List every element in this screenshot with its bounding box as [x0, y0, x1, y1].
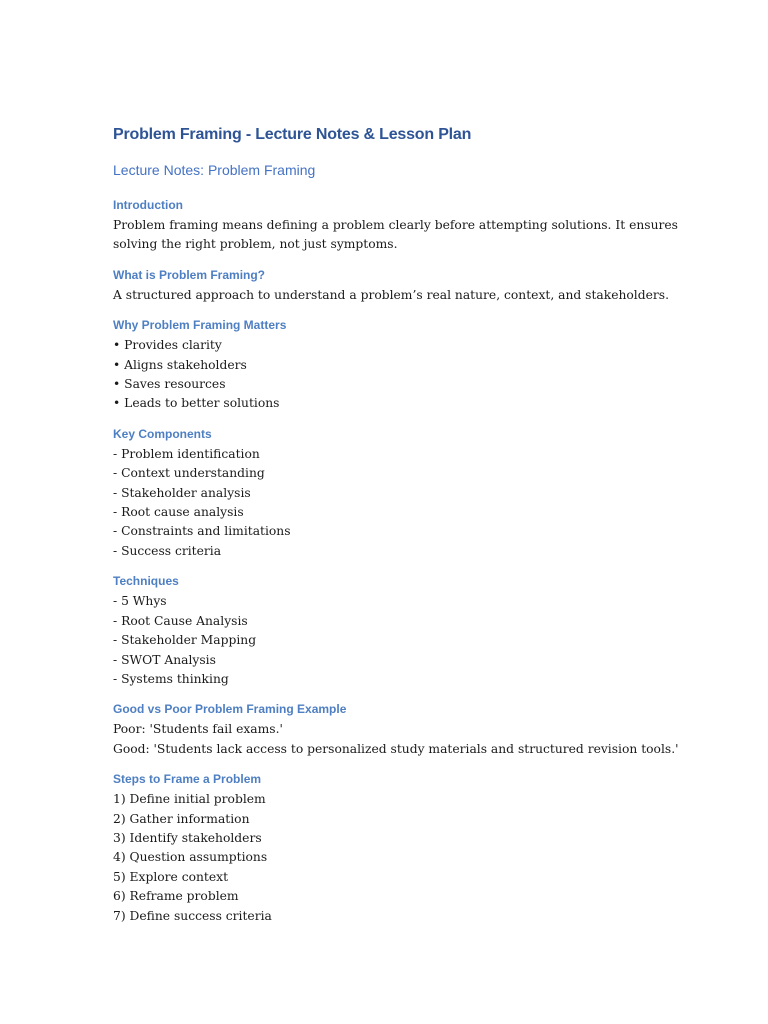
- section-good-vs-poor-problem-framing-example: [113, 701, 679, 759]
- document-subtitle: Lecture Notes: Problem Framing: [113, 162, 316, 178]
- section-what-is-problem-framing: [113, 267, 673, 305]
- text-line: - Stakeholder Mapping: [113, 633, 257, 648]
- text-line: • Saves resources: [113, 377, 226, 392]
- section-heading: Key Components: [113, 426, 212, 441]
- section-why-problem-framing-matters: [113, 317, 673, 414]
- sections-container: [113, 197, 679, 926]
- section-heading: Introduction: [113, 198, 183, 212]
- section-body: [113, 286, 673, 305]
- section-heading: What is Problem Framing?: [113, 267, 266, 282]
- section-body: [113, 720, 679, 759]
- document-title: Problem Framing - Lecture Notes & Lesson Plan: [113, 126, 472, 143]
- text-line: - Context understanding: [113, 466, 265, 481]
- section-body: [113, 445, 673, 561]
- section-key-components: [113, 426, 673, 561]
- section-techniques: [113, 573, 673, 689]
- text-line: - Problem identification: [113, 446, 260, 461]
- text-line: A structured approach to understand a problem’s real nature, context, and stakeholders.: [113, 287, 669, 302]
- text-line: Problem framing means defining a problem clearly before attempting solutions. It ensures: [113, 218, 678, 232]
- text-line: 6) Reframe problem: [113, 889, 239, 904]
- text-line: 4) Question assumptions: [113, 850, 268, 865]
- section-introduction: [113, 197, 678, 255]
- section-heading: Steps to Frame a Problem: [113, 772, 262, 787]
- text-line: • Aligns stakeholders: [113, 357, 247, 372]
- section-body: [113, 216, 678, 255]
- section-heading: Techniques: [113, 574, 179, 589]
- document-page: [113, 124, 679, 926]
- text-line: • Provides clarity: [113, 338, 222, 353]
- text-line: 5) Explore context: [113, 869, 229, 884]
- text-line: Good: 'Students lack access to personalized study materials and structured revision tools.': [113, 741, 679, 756]
- text-line: 2) Gather information: [113, 811, 250, 826]
- section-heading: Good vs Poor Problem Framing Example: [113, 702, 347, 717]
- section-body: [113, 592, 673, 689]
- section-steps-to-frame-a-problem: [113, 771, 673, 926]
- text-line: - 5 Whys: [113, 594, 167, 609]
- text-line: solving the right problem, not just symptoms.: [113, 237, 398, 252]
- text-line: • Leads to better solutions: [113, 396, 280, 411]
- text-line: 1) Define initial problem: [113, 792, 266, 807]
- text-line: 3) Identify stakeholders: [113, 830, 262, 845]
- text-line: - Success criteria: [113, 543, 222, 558]
- text-line: Poor: 'Students fail exams.': [113, 722, 283, 737]
- text-line: 7) Define success criteria: [113, 908, 272, 923]
- text-line: - Constraints and limitations: [113, 524, 291, 539]
- section-body: [113, 336, 673, 414]
- text-line: - Root Cause Analysis: [113, 613, 248, 628]
- text-line: - Systems thinking: [113, 671, 229, 686]
- text-line: - Root cause analysis: [113, 505, 244, 520]
- section-heading: Why Problem Framing Matters: [113, 318, 287, 333]
- section-body: [113, 790, 673, 926]
- text-line: - SWOT Analysis: [113, 652, 216, 667]
- text-line: - Stakeholder analysis: [113, 485, 251, 500]
